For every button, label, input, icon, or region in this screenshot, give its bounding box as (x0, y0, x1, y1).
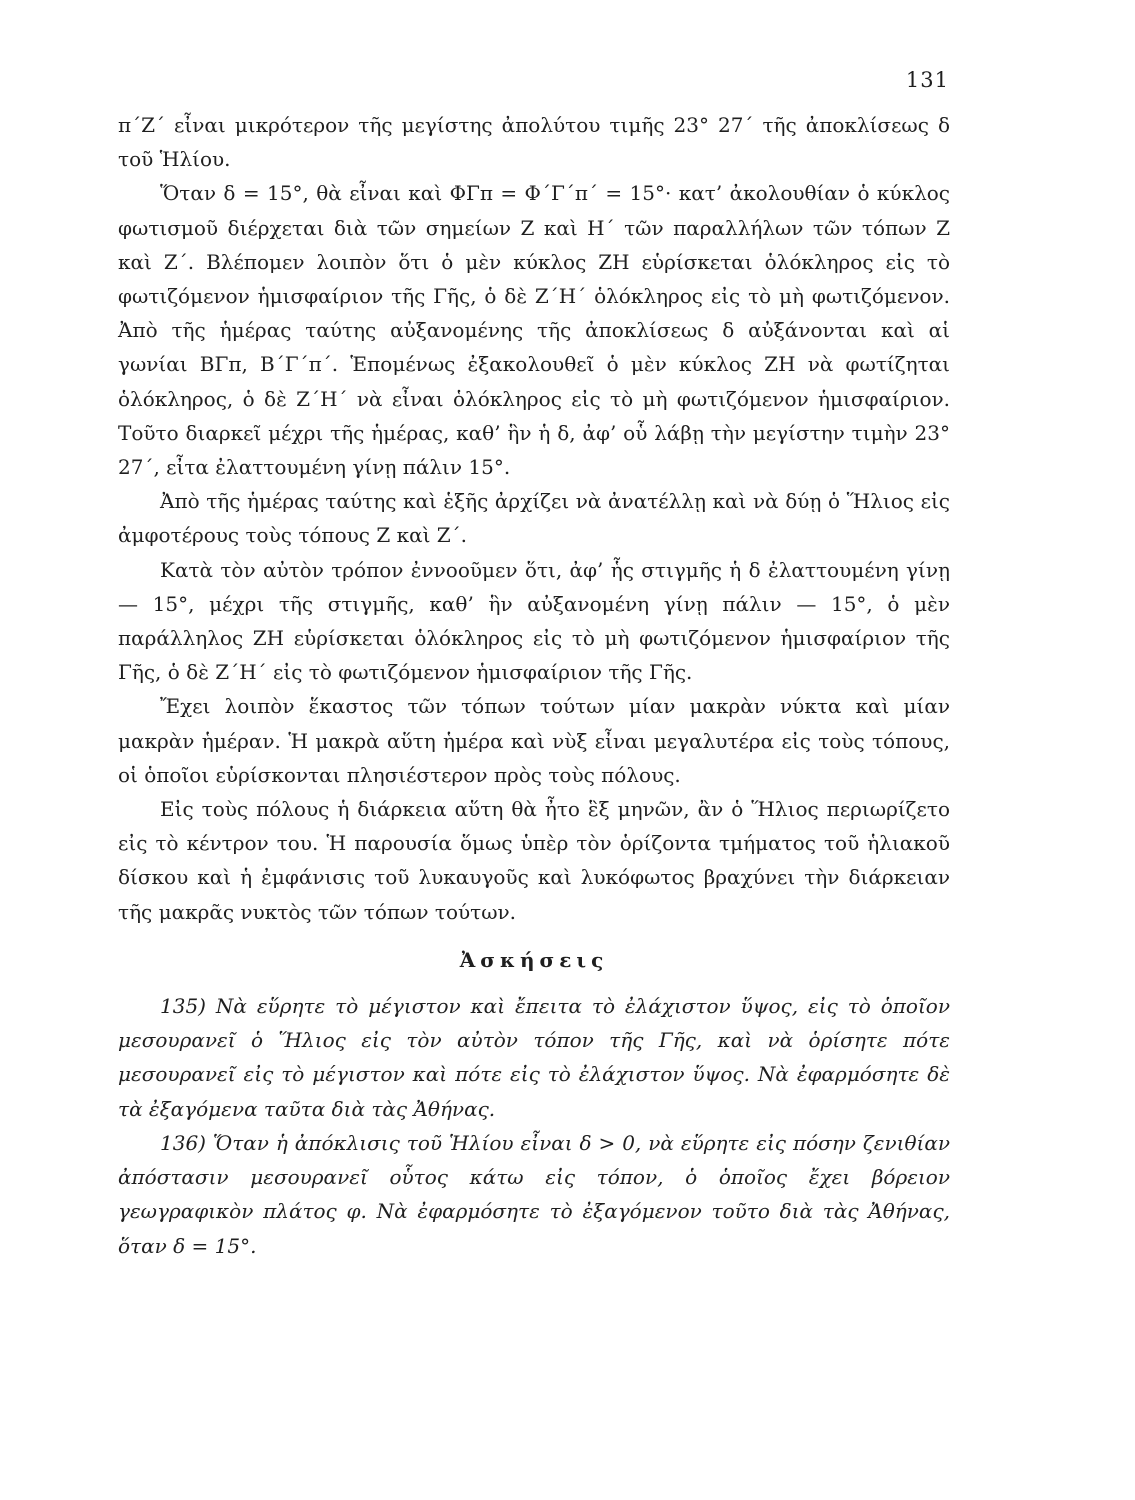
body-text (118, 108, 950, 1263)
page-number: 131 (905, 68, 949, 92)
paragraph-1: π΄Ζ΄ εἶναι μικρότερον τῆς μεγίστης ἀπολύτου τιμῆς 23° 27΄ τῆς ἀποκλίσεως δ τοῦ Ἡλίου. (118, 113, 950, 172)
paragraph-3: Ἀπὸ τῆς ἡμέρας ταύτης καὶ ἑξῆς ἀρχίζει νὰ ἀνατέλλῃ καὶ νὰ δύῃ ὁ Ἥλιος εἰς ἀμφοτέρους τοὺς τόπους Ζ καὶ Ζ΄. (118, 489, 950, 548)
paragraph-5: Ἔχει λοιπὸν ἕκαστος τῶν τόπων τούτων μίαν μακρὰν νύκτα καὶ μίαν μακρὰν ἡμέραν. Ἡ μακρὰ αὕτη ἡμέρα καὶ νὺξ εἶναι μεγαλυτέρα εἰς τοὺς τόπους, οἱ ὁποῖοι εὑρίσκονται πλησιέστερον πρὸς τοὺς πόλους. (118, 694, 950, 787)
paragraph-6: Εἰς τοὺς πόλους ἡ διάρκεια αὕτη θὰ ἦτο ἓξ μηνῶν, ἂν ὁ Ἥλιος περιωρίζετο εἰς τὸ κέντρον του. Ἡ παρουσία ὅμως ὑπὲρ τὸν ὁρίζοντα τμήματος τοῦ ἡλιακοῦ δίσκου καὶ ἡ ἐμφάνισις τοῦ λυκαυγοῦς καὶ λυκόφωτος βραχύνει τὴν διάρκειαν τῆς μακρᾶς νυκτὸς τῶν τόπων τούτων. (118, 797, 950, 924)
exercise-136: 136) Ὅταν ἡ ἀπόκλισις τοῦ Ἡλίου εἶναι δ > 0, νὰ εὕρητε εἰς πόσην ζενιθίαν ἀπόστασιν μεσουρανεῖ οὗτος κάτω εἰς τόπον, ὁ ὁποῖος ἔχει βόρειον γεωγραφικὸν πλάτος φ. Νὰ ἐφαρμόσητε τὸ ἐξαγόμενον τοῦτο διὰ τὰς Ἀθήνας, ὅταν δ = 15°. (118, 1130, 950, 1258)
exercise-135: 135) Νὰ εὕρητε τὸ μέγιστον καὶ ἔπειτα τὸ ἐλάχιστον ὕψος, εἰς τὸ ὁποῖον μεσουρανεῖ ὁ Ἥλιος εἰς τὸν αὐτὸν τόπον τῆς Γῆς, καὶ νὰ ὁρίσητε πότε μεσουρανεῖ εἰς τὸ μέγιστον καὶ πότε εἰς τὸ ἐλάχιστον ὕψος. Νὰ ἐφαρμόσητε δὲ τὰ ἐξαγόμενα ταῦτα διὰ τὰς Ἀθήνας. (118, 994, 950, 1121)
paragraph-2: Ὅταν δ = 15°, θὰ εἶναι καὶ ΦΓπ = Φ΄Γ΄π΄ = 15°· κατ’ ἀκολουθίαν ὁ κύκλος φωτισμοῦ διέρχεται διὰ τῶν σημείων Ζ καὶ Η΄ τῶν παραλλήλων τῶν τόπων Ζ καὶ Ζ΄. Βλέπομεν λοιπὸν ὅτι ὁ μὲν κύκλος ΖΗ εὑρίσκεται ὁλόκληρος εἰς τὸ φωτιζόμενον ἡμισφαίριον τῆς Γῆς, ὁ δὲ Ζ΄Η΄ ὁλόκληρος εἰς τὸ μὴ φωτιζόμενον. Ἀπὸ τῆς ἡμέρας ταύτης αὐξανομένης τῆς ἀποκλίσεως δ αὐξάνονται καὶ αἱ γωνίαι ΒΓπ, Β΄Γ΄π΄. Ἑπομένως ἐξακολουθεῖ ὁ μὲν κύκλος ΖΗ νὰ φωτίζηται ὁλόκληρος, ὁ δὲ Ζ΄Η΄ νὰ εἶναι ὁλόκληρος εἰς τὸ μὴ φωτιζόμενον ἡμισφαίριον. Τοῦτο διαρκεῖ μέχρι τῆς ἡμέρας, καθ’ ἣν ἡ δ, ἀφ’ οὗ λάβῃ τὴν μεγίστην τιμὴν 23° 27΄, εἶτα ἐλαττουμένη γίνῃ πάλιν 15°. (118, 181, 950, 480)
paragraph-4: Κατὰ τὸν αὐτὸν τρόπον ἐννοοῦμεν ὅτι, ἀφ’ ἧς στιγμῆς ἡ δ ἐλαττουμένη γίνῃ — 15°, μέχρι τῆς στιγμῆς, καθ’ ἣν αὐξανομένη γίνῃ πάλιν — 15°, ὁ μὲν παράλληλος ΖΗ εὑρίσκεται ὁλόκληρος εἰς τὸ μὴ φωτιζόμενον ἡμισφαίριον τῆς Γῆς, ὁ δὲ Ζ΄Η΄ εἰς τὸ φωτιζόμενον ἡμισφαίριον τῆς Γῆς. (118, 557, 950, 685)
exercises-heading: Ἀσκήσεις (459, 947, 609, 972)
